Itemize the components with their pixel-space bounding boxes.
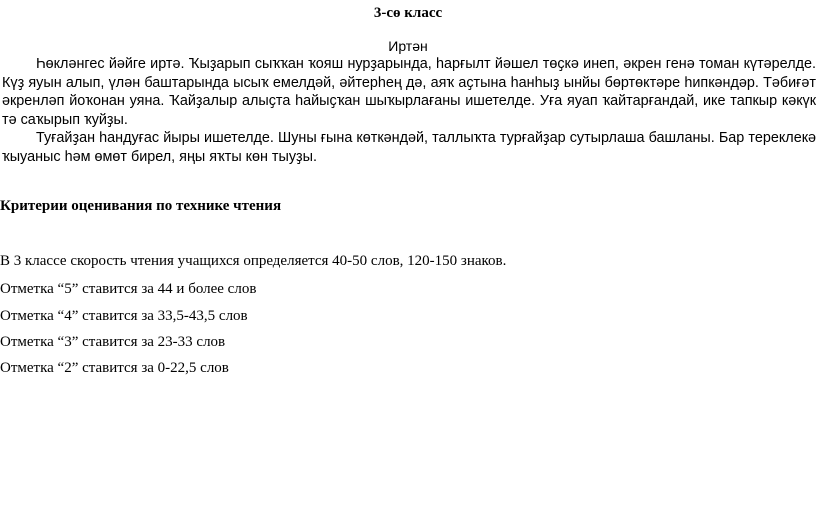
reading-text [2,55,816,166]
grade-3-line: Отметка “3” ставится за 23-33 слов [0,334,226,350]
grade-2-line: Отметка “2” ставится за 0-22,5 слов [0,360,229,376]
criteria-heading: Критерии оценивания по технике чтения [0,198,282,214]
paragraph-1: Һөкләнгес йәйге иртә. Ҡыҙарып сыҡҡан ҡояш нурҙарында, һарғылт йәшел төҫкә инеп, әкрен генә томан күтәрелде. Күҙ яуын алып, үлән баштарында ысыҡ емелдәй, әйтерһең дә, аяҡ аҫтына һанһыҙ ынйы бөртөктәре һипкәндәр. Тәбиғәт әкренләп йоҡонан уяна. Ҡайҙалыр алыҫта һайыҫҡан шыҡырлағаны ишетелде. Уға яуап ҡайтарғандай, ике тапкыр кәкүк тә саҡырып ҡуйҙы. [2,56,816,128]
grade-5-line: Отметка “5” ставится за 44 и более слов [0,281,257,297]
text-title: Иртән [388,38,428,54]
document-heading: 3-сө класс [373,5,443,21]
grade-4-line: Отметка “4” ставится за 33,5-43,5 слов [0,308,248,324]
paragraph-2: Туғайҙан һандуғас йыры ишетелде. Шуны ғына көткәндәй, таллыҡта турғайҙар сутырлаша башланы. Бар тереклекә ҡыуаныс һәм өмөт бирел, яңы яҡты көн тыуҙы. [2,130,816,165]
reading-speed-line: В 3 классе скорость чтения учащихся определяется 40-50 слов, 120-150 знаков. [0,253,507,269]
